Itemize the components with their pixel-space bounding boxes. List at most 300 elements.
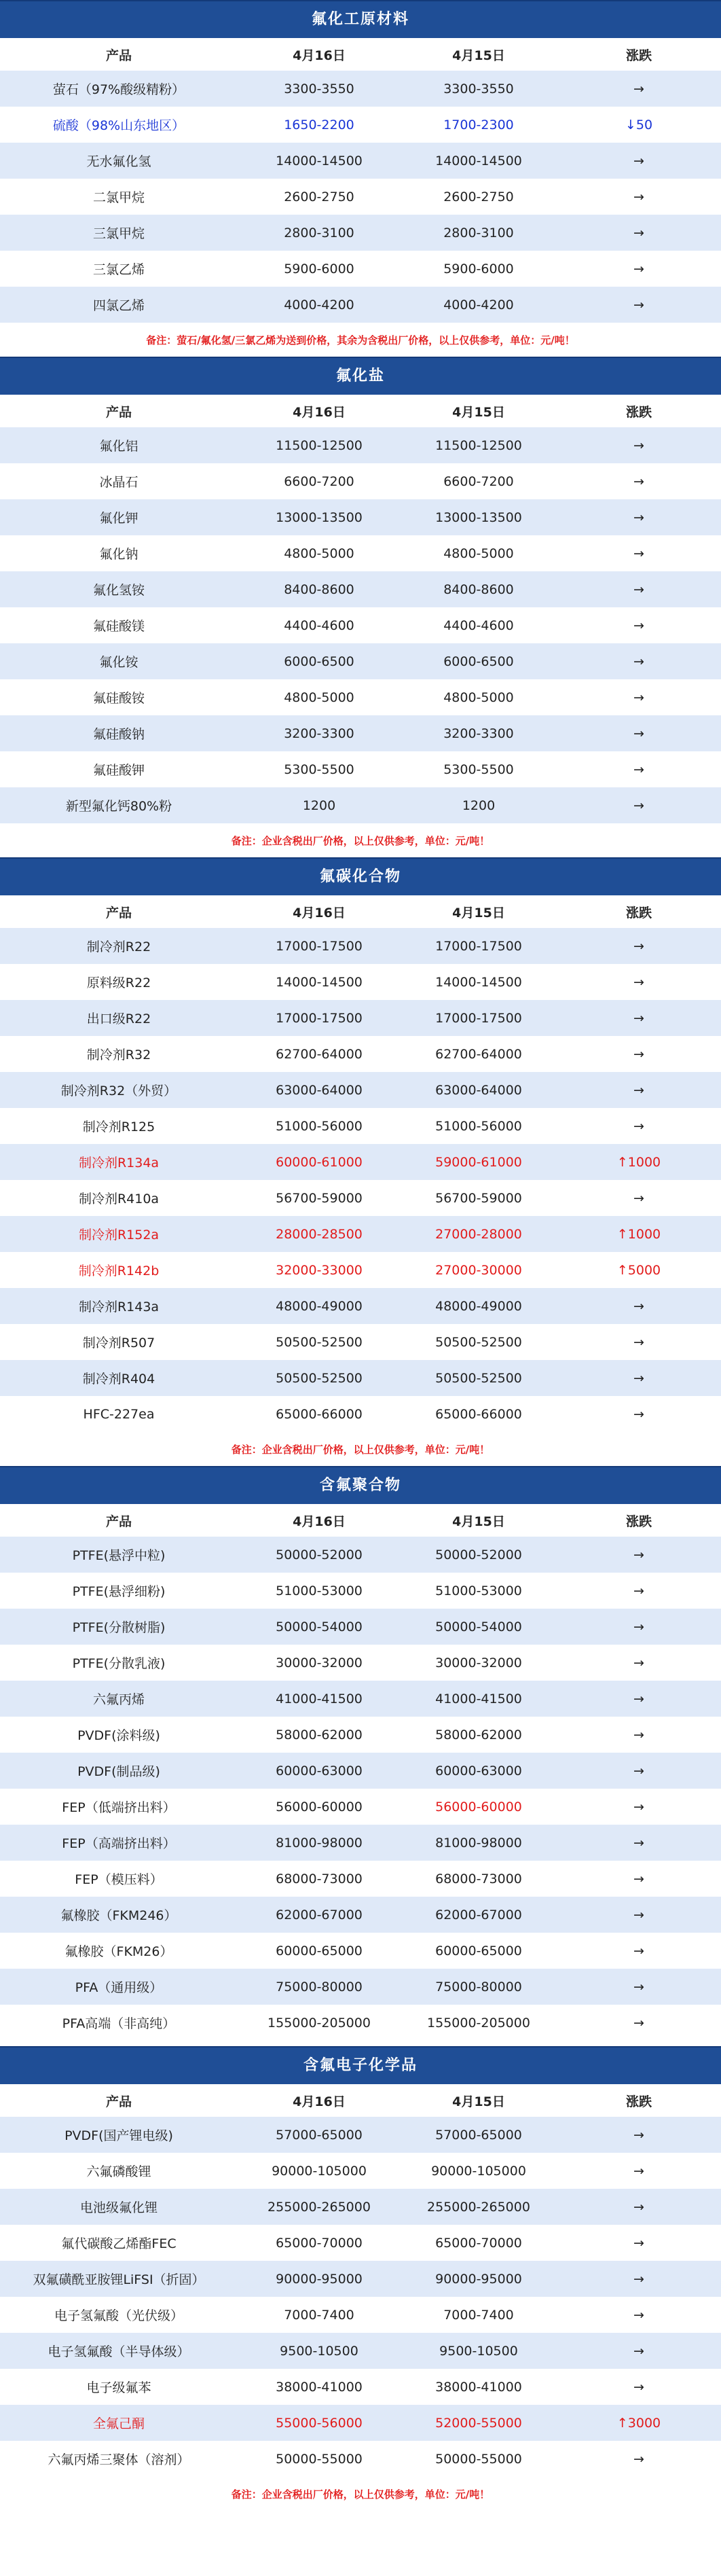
- price-change: →: [633, 189, 644, 204]
- price-apr15: 59000-61000: [435, 1154, 522, 1170]
- price-apr15: 1200: [462, 798, 496, 813]
- price-change: →: [633, 81, 644, 96]
- price-change: →: [633, 509, 644, 525]
- product-name: 制冷剂R142b: [78, 1264, 160, 1278]
- table-row: [0, 1396, 721, 1432]
- price-change: →: [633, 1082, 644, 1098]
- price-section: [0, 1466, 721, 2046]
- price-apr16: 2800-3100: [284, 225, 354, 240]
- price-change: →: [633, 974, 644, 990]
- price-apr15: 4800-5000: [443, 545, 514, 561]
- product-name: 氟硅酸钾: [92, 763, 145, 778]
- price-change: →: [633, 2163, 644, 2179]
- price-apr16: 56700-59000: [276, 1190, 363, 1206]
- product-name: 氟硅酸钠: [92, 727, 145, 742]
- price-apr15: 14000-14500: [435, 974, 522, 990]
- price-apr15: 8400-8600: [443, 582, 514, 597]
- product-name: 氟硅酸镁: [92, 619, 145, 634]
- price-apr16: 14000-14500: [276, 974, 363, 990]
- price-apr15: 41000-41500: [435, 1691, 522, 1706]
- table-row: [0, 1288, 721, 1324]
- product-name: 氟橡胶（FKM26）: [64, 1944, 173, 1959]
- section-spacer: [0, 2041, 721, 2046]
- price-change: →: [633, 1727, 644, 1742]
- table-header: [0, 395, 721, 427]
- table-row: [0, 143, 721, 179]
- price-apr16: 48000-49000: [276, 1298, 363, 1314]
- price-apr16: 58000-62000: [276, 1727, 363, 1742]
- price-apr15: 11500-12500: [435, 437, 522, 453]
- price-apr15: 50500-52500: [435, 1334, 522, 1350]
- table-row: [0, 1036, 721, 1072]
- price-section: [0, 857, 721, 1466]
- price-apr16: 6600-7200: [284, 473, 354, 489]
- price-apr16: 60000-63000: [276, 1763, 363, 1778]
- table-row: [0, 1825, 721, 1861]
- price-change: →: [633, 2127, 644, 2143]
- price-change: ↑3000: [616, 2415, 661, 2431]
- product-name: 制冷剂R32（外贸）: [60, 1084, 177, 1098]
- table-row: [0, 1753, 721, 1789]
- price-apr16: 6000-6500: [284, 654, 354, 669]
- table-row: [0, 215, 721, 251]
- price-apr15: 4000-4200: [443, 297, 514, 312]
- column-header: 涨跌: [625, 404, 652, 420]
- price-apr15: 27000-28000: [435, 1226, 522, 1242]
- product-name: 新型氟化钙80%粉: [65, 799, 172, 814]
- column-header: 产品: [105, 404, 132, 420]
- price-change: ↑1000: [616, 1226, 661, 1242]
- price-change: →: [633, 1691, 644, 1706]
- price-apr16: 5300-5500: [284, 762, 354, 777]
- price-apr15: 50000-54000: [435, 1619, 522, 1634]
- price-apr16: 28000-28500: [276, 1226, 363, 1242]
- price-change: →: [633, 1619, 644, 1634]
- price-apr16: 90000-105000: [272, 2163, 367, 2179]
- product-name: 电池级氟化锂: [79, 2200, 158, 2215]
- price-change: →: [633, 1334, 644, 1350]
- price-change: →: [633, 618, 644, 633]
- price-apr15: 50000-52000: [435, 1547, 522, 1562]
- price-apr15: 4400-4600: [443, 618, 514, 633]
- table-header: [0, 2084, 721, 2117]
- price-apr16: 17000-17500: [276, 1010, 363, 1026]
- price-apr16: 51000-53000: [276, 1583, 363, 1598]
- price-change: →: [633, 1406, 644, 1422]
- price-apr16: 13000-13500: [276, 509, 363, 525]
- product-name: 制冷剂R32: [86, 1048, 151, 1062]
- price-apr15: 90000-95000: [435, 2271, 522, 2287]
- price-apr16: 7000-7400: [284, 2307, 354, 2323]
- price-change: →: [633, 2271, 644, 2287]
- section-title: 含氟聚合物: [0, 1466, 721, 1504]
- column-header: 4月15日: [452, 404, 505, 420]
- product-name: 三氯乙烯: [92, 262, 145, 277]
- product-name: PVDF(国产锂电级): [64, 2128, 173, 2143]
- price-apr15: 1700-2300: [443, 117, 514, 132]
- table-row: [0, 2005, 721, 2041]
- product-name: 氟硅酸铵: [92, 691, 145, 706]
- price-apr16: 17000-17500: [276, 938, 363, 954]
- table-row: [0, 71, 721, 107]
- price-change: ↓50: [625, 117, 653, 132]
- price-apr16: 68000-73000: [276, 1871, 363, 1886]
- table-row: [0, 964, 721, 1000]
- column-header: 涨跌: [625, 1514, 652, 1529]
- product-name: 双氟磺酰亚胺锂LiFSI（折固）: [33, 2272, 205, 2287]
- table-row: [0, 679, 721, 715]
- price-change: →: [633, 1010, 644, 1026]
- table-row: [0, 2117, 721, 2153]
- table-row: [0, 427, 721, 463]
- price-apr15: 56700-59000: [435, 1190, 522, 1206]
- price-change: →: [633, 690, 644, 705]
- price-change: →: [633, 1835, 644, 1850]
- column-header: 4月15日: [452, 905, 505, 920]
- product-name: 制冷剂R152a: [78, 1228, 160, 1242]
- product-name: 氟化铵: [99, 655, 138, 670]
- product-name: 原料级R22: [86, 976, 151, 990]
- price-apr16: 4800-5000: [284, 545, 354, 561]
- price-apr15: 51000-56000: [435, 1118, 522, 1134]
- price-apr15: 81000-98000: [435, 1835, 522, 1850]
- price-apr15: 56000-60000: [435, 1799, 522, 1814]
- price-apr16: 63000-64000: [276, 1082, 363, 1098]
- section-title: 氟化盐: [0, 357, 721, 395]
- price-change: →: [633, 2199, 644, 2215]
- table-row: [0, 2153, 721, 2189]
- price-change: →: [633, 1871, 644, 1886]
- product-name: 电子级氟苯: [86, 2380, 151, 2395]
- price-apr15: 68000-73000: [435, 1871, 522, 1886]
- price-apr16: 57000-65000: [276, 2127, 363, 2143]
- price-change: →: [633, 654, 644, 669]
- price-apr15: 6600-7200: [443, 473, 514, 489]
- product-name: PTFE(悬浮中粒): [72, 1548, 166, 1563]
- price-apr16: 155000-205000: [267, 2015, 371, 2031]
- price-change: ↑5000: [616, 1262, 661, 1278]
- price-apr16: 14000-14500: [276, 153, 363, 168]
- product-name: PTFE(分散树脂): [72, 1620, 166, 1635]
- product-name: 氟代碳酸乙烯酯FEC: [61, 2236, 177, 2251]
- price-apr15: 57000-65000: [435, 2127, 522, 2143]
- price-change: →: [633, 2015, 644, 2031]
- table-row: [0, 1573, 721, 1609]
- price-change: →: [633, 1190, 644, 1206]
- price-apr15: 58000-62000: [435, 1727, 522, 1742]
- product-name: HFC-227ea: [83, 1406, 155, 1422]
- price-apr15: 30000-32000: [435, 1655, 522, 1670]
- price-change: →: [633, 2451, 644, 2467]
- price-apr15: 27000-30000: [435, 1262, 522, 1278]
- table-row: [0, 1144, 721, 1180]
- product-name: PTFE(分散乳液): [72, 1656, 166, 1671]
- price-apr16: 65000-66000: [276, 1406, 363, 1422]
- price-apr15: 60000-65000: [435, 1943, 522, 1958]
- product-name: 制冷剂R125: [82, 1120, 155, 1134]
- price-apr15: 17000-17500: [435, 1010, 522, 1026]
- column-header: 4月15日: [452, 2094, 505, 2109]
- price-change: →: [633, 545, 644, 561]
- price-apr15: 9500-10500: [439, 2343, 518, 2359]
- product-name: 二氯甲烷: [92, 190, 145, 205]
- table-row: [0, 643, 721, 679]
- price-apr16: 5900-6000: [284, 261, 354, 276]
- price-apr16: 41000-41500: [276, 1691, 363, 1706]
- table-row: [0, 1537, 721, 1573]
- table-row: [0, 2297, 721, 2333]
- price-change: →: [633, 2235, 644, 2251]
- product-name: 电子氢氟酸（半导体级）: [48, 2344, 190, 2359]
- price-apr16: 2600-2750: [284, 189, 354, 204]
- price-apr15: 6000-6500: [443, 654, 514, 669]
- product-name: PVDF(涂料级): [77, 1728, 160, 1743]
- product-name: 制冷剂R507: [82, 1336, 155, 1350]
- price-apr15: 65000-66000: [435, 1406, 522, 1422]
- price-change: →: [633, 1046, 644, 1062]
- price-apr15: 52000-55000: [435, 2415, 522, 2431]
- price-change: →: [633, 297, 644, 312]
- price-apr16: 50000-55000: [276, 2451, 363, 2467]
- product-name: 萤石（97%酸级精粉）: [52, 82, 185, 97]
- table-row: [0, 107, 721, 143]
- table-row: [0, 1789, 721, 1825]
- price-change: →: [633, 261, 644, 276]
- section-note: 备注：企业含税出厂价格，以上仅供参考，单位：元/吨！: [0, 2477, 721, 2511]
- price-section: [0, 2046, 721, 2511]
- table-row: [0, 1000, 721, 1036]
- price-apr15: 51000-53000: [435, 1583, 522, 1598]
- table-row: [0, 571, 721, 607]
- product-name: 氟化钾: [99, 511, 138, 526]
- price-apr15: 3300-3550: [443, 81, 514, 96]
- price-apr16: 50000-52000: [276, 1547, 363, 1562]
- price-apr16: 11500-12500: [276, 437, 363, 453]
- price-apr15: 62000-67000: [435, 1907, 522, 1922]
- price-apr16: 3200-3300: [284, 726, 354, 741]
- price-change: →: [633, 1547, 644, 1562]
- price-change: →: [633, 726, 644, 741]
- table-row: [0, 1324, 721, 1360]
- price-apr15: 5300-5500: [443, 762, 514, 777]
- table-row: [0, 463, 721, 499]
- table-row: [0, 287, 721, 323]
- table-row: [0, 1609, 721, 1645]
- price-apr16: 55000-56000: [276, 2415, 363, 2431]
- price-change: →: [633, 1979, 644, 1994]
- product-name: 制冷剂R143a: [78, 1300, 160, 1314]
- column-header: 4月16日: [293, 404, 346, 420]
- price-apr15: 75000-80000: [435, 1979, 522, 1994]
- product-name: 四氯乙烯: [92, 298, 145, 313]
- table-row: [0, 251, 721, 287]
- section-title: 氟化工原材料: [0, 0, 721, 38]
- column-header: 产品: [105, 905, 132, 920]
- table-row: [0, 1861, 721, 1897]
- price-apr15: 90000-105000: [431, 2163, 526, 2179]
- product-name: FEP（低端挤出料）: [62, 1800, 176, 1815]
- table-row: [0, 2405, 721, 2441]
- table-row: [0, 751, 721, 787]
- section-note: 备注：萤石/氟化氢/三氯乙烯为送到价格，其余为含税出厂价格，以上仅供参考，单位：元/吨！: [0, 323, 721, 357]
- table-row: [0, 1969, 721, 2005]
- price-apr16: 60000-61000: [276, 1154, 363, 1170]
- table-header: [0, 895, 721, 928]
- table-row: [0, 787, 721, 823]
- price-apr16: 1200: [302, 798, 336, 813]
- product-name: 氟化钠: [99, 547, 138, 562]
- price-apr15: 4800-5000: [443, 690, 514, 705]
- product-name: 氟化氢铵: [92, 583, 145, 598]
- table-row: [0, 2261, 721, 2297]
- price-apr15: 50500-52500: [435, 1370, 522, 1386]
- column-header: 产品: [105, 48, 132, 63]
- price-change: →: [633, 1907, 644, 1922]
- price-change: →: [633, 762, 644, 777]
- price-apr16: 81000-98000: [276, 1835, 363, 1850]
- product-name: 六氟丙烯: [92, 1692, 145, 1707]
- product-name: PVDF(制品级): [77, 1764, 160, 1779]
- section-title: 含氟电子化学品: [0, 2046, 721, 2084]
- price-change: →: [633, 2379, 644, 2395]
- column-header: 4月16日: [293, 1514, 346, 1529]
- price-apr15: 7000-7400: [443, 2307, 514, 2323]
- table-header: [0, 1504, 721, 1537]
- product-name: 三氯甲烷: [92, 226, 145, 241]
- price-change: ↑1000: [616, 1154, 661, 1170]
- price-apr15: 63000-64000: [435, 1082, 522, 1098]
- price-section: [0, 357, 721, 857]
- price-apr16: 62000-67000: [276, 1907, 363, 1922]
- table-row: [0, 2369, 721, 2405]
- price-change: →: [633, 798, 644, 813]
- price-apr16: 8400-8600: [284, 582, 354, 597]
- column-header: 产品: [105, 2094, 132, 2109]
- product-name: PTFE(悬浮细粉): [72, 1584, 166, 1599]
- column-header: 4月16日: [293, 905, 346, 920]
- price-change: →: [633, 1298, 644, 1314]
- column-header: 涨跌: [625, 905, 652, 920]
- price-change: →: [633, 2307, 644, 2323]
- product-name: 制冷剂R22: [86, 940, 151, 954]
- price-apr15: 155000-205000: [427, 2015, 530, 2031]
- price-apr15: 13000-13500: [435, 509, 522, 525]
- price-apr16: 4400-4600: [284, 618, 354, 633]
- price-apr16: 38000-41000: [276, 2379, 363, 2395]
- price-apr16: 255000-265000: [267, 2199, 371, 2215]
- price-apr16: 50500-52500: [276, 1370, 363, 1386]
- table-row: [0, 1681, 721, 1717]
- column-header: 4月16日: [293, 2094, 346, 2109]
- price-change: →: [633, 1583, 644, 1598]
- column-header: 产品: [105, 1514, 132, 1529]
- price-apr15: 5900-6000: [443, 261, 514, 276]
- table-row: [0, 499, 721, 535]
- product-name: 六氟磷酸锂: [86, 2164, 151, 2179]
- product-name: 硫酸（98%山东地区）: [52, 118, 185, 133]
- product-name: 制冷剂R134a: [78, 1156, 160, 1170]
- price-apr16: 65000-70000: [276, 2235, 363, 2251]
- price-apr15: 38000-41000: [435, 2379, 522, 2395]
- price-change: →: [633, 153, 644, 168]
- price-apr16: 4800-5000: [284, 690, 354, 705]
- product-name: 全氟己酮: [92, 2416, 145, 2431]
- product-name: 制冷剂R410a: [78, 1192, 160, 1206]
- product-name: 六氟丙烯三聚体（溶剂）: [48, 2452, 190, 2467]
- price-apr16: 51000-56000: [276, 1118, 363, 1134]
- product-name: FEP（高端挤出料）: [62, 1836, 176, 1851]
- table-row: [0, 2333, 721, 2369]
- table-row: [0, 535, 721, 571]
- price-apr15: 2800-3100: [443, 225, 514, 240]
- price-change: →: [633, 473, 644, 489]
- price-change: →: [633, 1943, 644, 1958]
- table-row: [0, 1717, 721, 1753]
- price-apr16: 30000-32000: [276, 1655, 363, 1670]
- price-change: →: [633, 1370, 644, 1386]
- product-name: 氟化铝: [99, 439, 138, 454]
- price-apr16: 3300-3550: [284, 81, 354, 96]
- price-apr16: 56000-60000: [276, 1799, 363, 1814]
- product-name: 无水氟化氢: [86, 154, 151, 169]
- price-apr16: 50000-54000: [276, 1619, 363, 1634]
- table-row: [0, 1933, 721, 1969]
- price-apr15: 60000-63000: [435, 1763, 522, 1778]
- column-header: 涨跌: [625, 48, 652, 63]
- price-change: →: [633, 2343, 644, 2359]
- section-note: 备注：企业含税出厂价格，以上仅供参考，单位：元/吨！: [0, 1432, 721, 1466]
- product-name: 氟橡胶（FKM246）: [60, 1908, 177, 1923]
- price-apr16: 75000-80000: [276, 1979, 363, 1994]
- table-row: [0, 1108, 721, 1144]
- product-name: 电子氢氟酸（光伏级）: [54, 2308, 183, 2323]
- price-change: →: [633, 1655, 644, 1670]
- price-apr15: 14000-14500: [435, 153, 522, 168]
- price-apr15: 17000-17500: [435, 938, 522, 954]
- table-row: [0, 928, 721, 964]
- column-header: 涨跌: [625, 2094, 652, 2109]
- price-apr15: 65000-70000: [435, 2235, 522, 2251]
- table-row: [0, 2189, 721, 2225]
- table-row: [0, 2225, 721, 2261]
- price-apr16: 4000-4200: [284, 297, 354, 312]
- price-apr16: 9500-10500: [280, 2343, 358, 2359]
- table-row: [0, 1180, 721, 1216]
- product-name: FEP（模压料）: [75, 1872, 163, 1887]
- column-header: 4月16日: [293, 48, 346, 63]
- price-change: →: [633, 1118, 644, 1134]
- price-change: →: [633, 225, 644, 240]
- product-name: 制冷剂R404: [82, 1372, 155, 1387]
- table-row: [0, 715, 721, 751]
- price-change: →: [633, 582, 644, 597]
- price-apr16: 50500-52500: [276, 1334, 363, 1350]
- price-apr15: 50000-55000: [435, 2451, 522, 2467]
- price-apr15: 255000-265000: [427, 2199, 530, 2215]
- table-row: [0, 179, 721, 215]
- product-name: 冰晶石: [99, 475, 138, 490]
- product-name: PFA（通用级）: [75, 1980, 163, 1995]
- price-apr15: 3200-3300: [443, 726, 514, 741]
- table-header: [0, 38, 721, 71]
- price-apr16: 60000-65000: [276, 1943, 363, 1958]
- product-name: 出口级R22: [86, 1012, 151, 1026]
- table-row: [0, 1897, 721, 1933]
- table-row: [0, 1252, 721, 1288]
- column-header: 4月15日: [452, 48, 505, 63]
- price-change: →: [633, 1763, 644, 1778]
- price-change: →: [633, 437, 644, 453]
